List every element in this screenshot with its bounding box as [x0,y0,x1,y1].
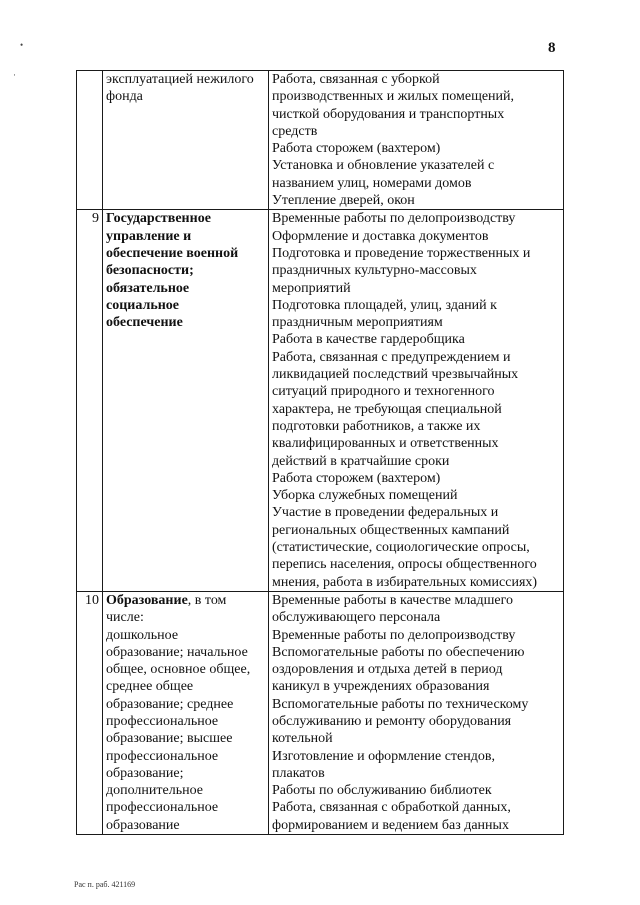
work-line: котельной [272,731,333,747]
category-line: эксплуатацией нежилого [106,72,254,87]
category-line: числе: [106,610,144,626]
work-line: Работа, связанная с обработкой данных, [272,800,511,816]
category-cell [103,210,269,592]
work-line: Временные работы в качестве младшего [272,592,514,608]
footer-code: Рас п. раб. 421169 [74,880,136,889]
work-cell [269,591,564,834]
work-line: чисткой оборудования и транспортных [272,106,505,122]
employment-table [76,70,564,835]
scan-mark: • [20,40,24,50]
work-line: праздничным мероприятиям [272,315,443,331]
category-line: профессиональное [106,800,219,816]
work-line: подготовки работников, а также их [272,418,481,434]
category-cell [103,591,269,834]
work-line: региональных общественных кампаний [272,522,510,538]
category-line: дошкольное [106,627,179,643]
work-line: действий в кратчайшие сроки [272,453,450,469]
work-line: Работа сторожем (вахтером) [272,470,441,486]
category-line: обеспечение военной [106,245,239,261]
work-line: формированием и ведением баз данных [272,817,509,833]
category-line: образование [106,817,180,833]
category-line: образование; [106,765,184,781]
category-cell [103,71,269,210]
row-number: 9 [77,210,103,592]
work-line: (статистические, социологические опросы, [272,540,530,556]
work-line: обслуживающего персонала [272,610,441,626]
category-heading-rest: , в том [187,592,227,608]
work-line: Участие в проведении федеральных и [272,505,499,521]
category-line: общее, основное общее, [106,662,251,678]
work-line: Работа, связанная с уборкой [272,72,440,87]
work-line: Утепление дверей, окон [272,193,415,209]
work-line: мнения, работа в избирательных комиссиях) [272,574,538,590]
work-line: характера, не требующая специальной [272,401,502,417]
work-line: названием улиц, номерами домов [272,175,472,191]
work-line: Изготовление и оформление стендов, [272,748,495,764]
row-number: 10 [77,591,103,834]
work-line: Работы по обслуживанию библиотек [272,783,492,799]
work-line: Временные работы по делопроизводству [272,627,516,643]
table-row [77,591,564,834]
work-line: оздоровления и отдыха детей в период [272,662,503,678]
category-line: безопасности; [106,263,194,279]
category-line: образование; среднее [106,696,234,712]
work-line: плакатов [272,765,325,781]
category-line: управление и [106,228,192,244]
category-line [106,592,265,609]
work-line: средств [272,123,318,139]
category-line: фонда [106,89,143,105]
work-line: Вспомогательные работы по техническому [272,696,529,712]
table-row [77,210,564,592]
category-line: социальное [106,297,180,313]
work-line: Работа, связанная с предупреждением и [272,349,511,365]
work-line: Подготовка и проведение торжественных и [272,245,531,261]
category-line: среднее общее [106,679,194,695]
work-cell [269,210,564,592]
category-line: дополнительное [106,783,203,799]
table-row [77,71,564,210]
work-line: Уборка служебных помещений [272,488,458,504]
category-line: обеспечение [106,315,183,331]
page-number: 8 [548,40,556,56]
category-line: обязательное [106,280,190,296]
work-line: Работа сторожем (вахтером) [272,141,441,157]
work-line: квалифицированных и ответственных [272,436,499,452]
work-line: ситуаций природного и техногенного [272,384,495,400]
work-line: Установка и обновление указателей с [272,158,495,174]
work-line: Вспомогательные работы по обеспечению [272,644,525,660]
work-line: Временные работы по делопроизводству [272,211,516,227]
work-line: Оформление и доставка документов [272,228,489,244]
scan-mark: · [13,70,16,80]
work-line: производственных и жилых помещений, [272,89,515,105]
work-line: ликвидацией последствий чрезвычайных [272,367,519,383]
work-line: каникул в учреждениях образования [272,679,490,695]
category-line: профессиональное [106,713,219,729]
category-line: профессиональное [106,748,219,764]
category-line: образование; начальное [106,644,248,660]
work-line: Работа в качестве гардеробщика [272,332,465,348]
work-line: Подготовка площадей, улиц, зданий к [272,297,497,313]
work-line: перепись населения, опросы общественного [272,557,537,573]
row-number [77,71,103,210]
category-line: образование; высшее [106,731,233,747]
work-line: обслуживанию и ремонту оборудования [272,713,512,729]
work-cell [269,71,564,210]
category-line: Государственное [106,211,211,227]
work-line: мероприятий [272,280,351,296]
work-line: праздничных культурно-массовых [272,263,477,279]
category-heading: Образование [106,592,188,608]
